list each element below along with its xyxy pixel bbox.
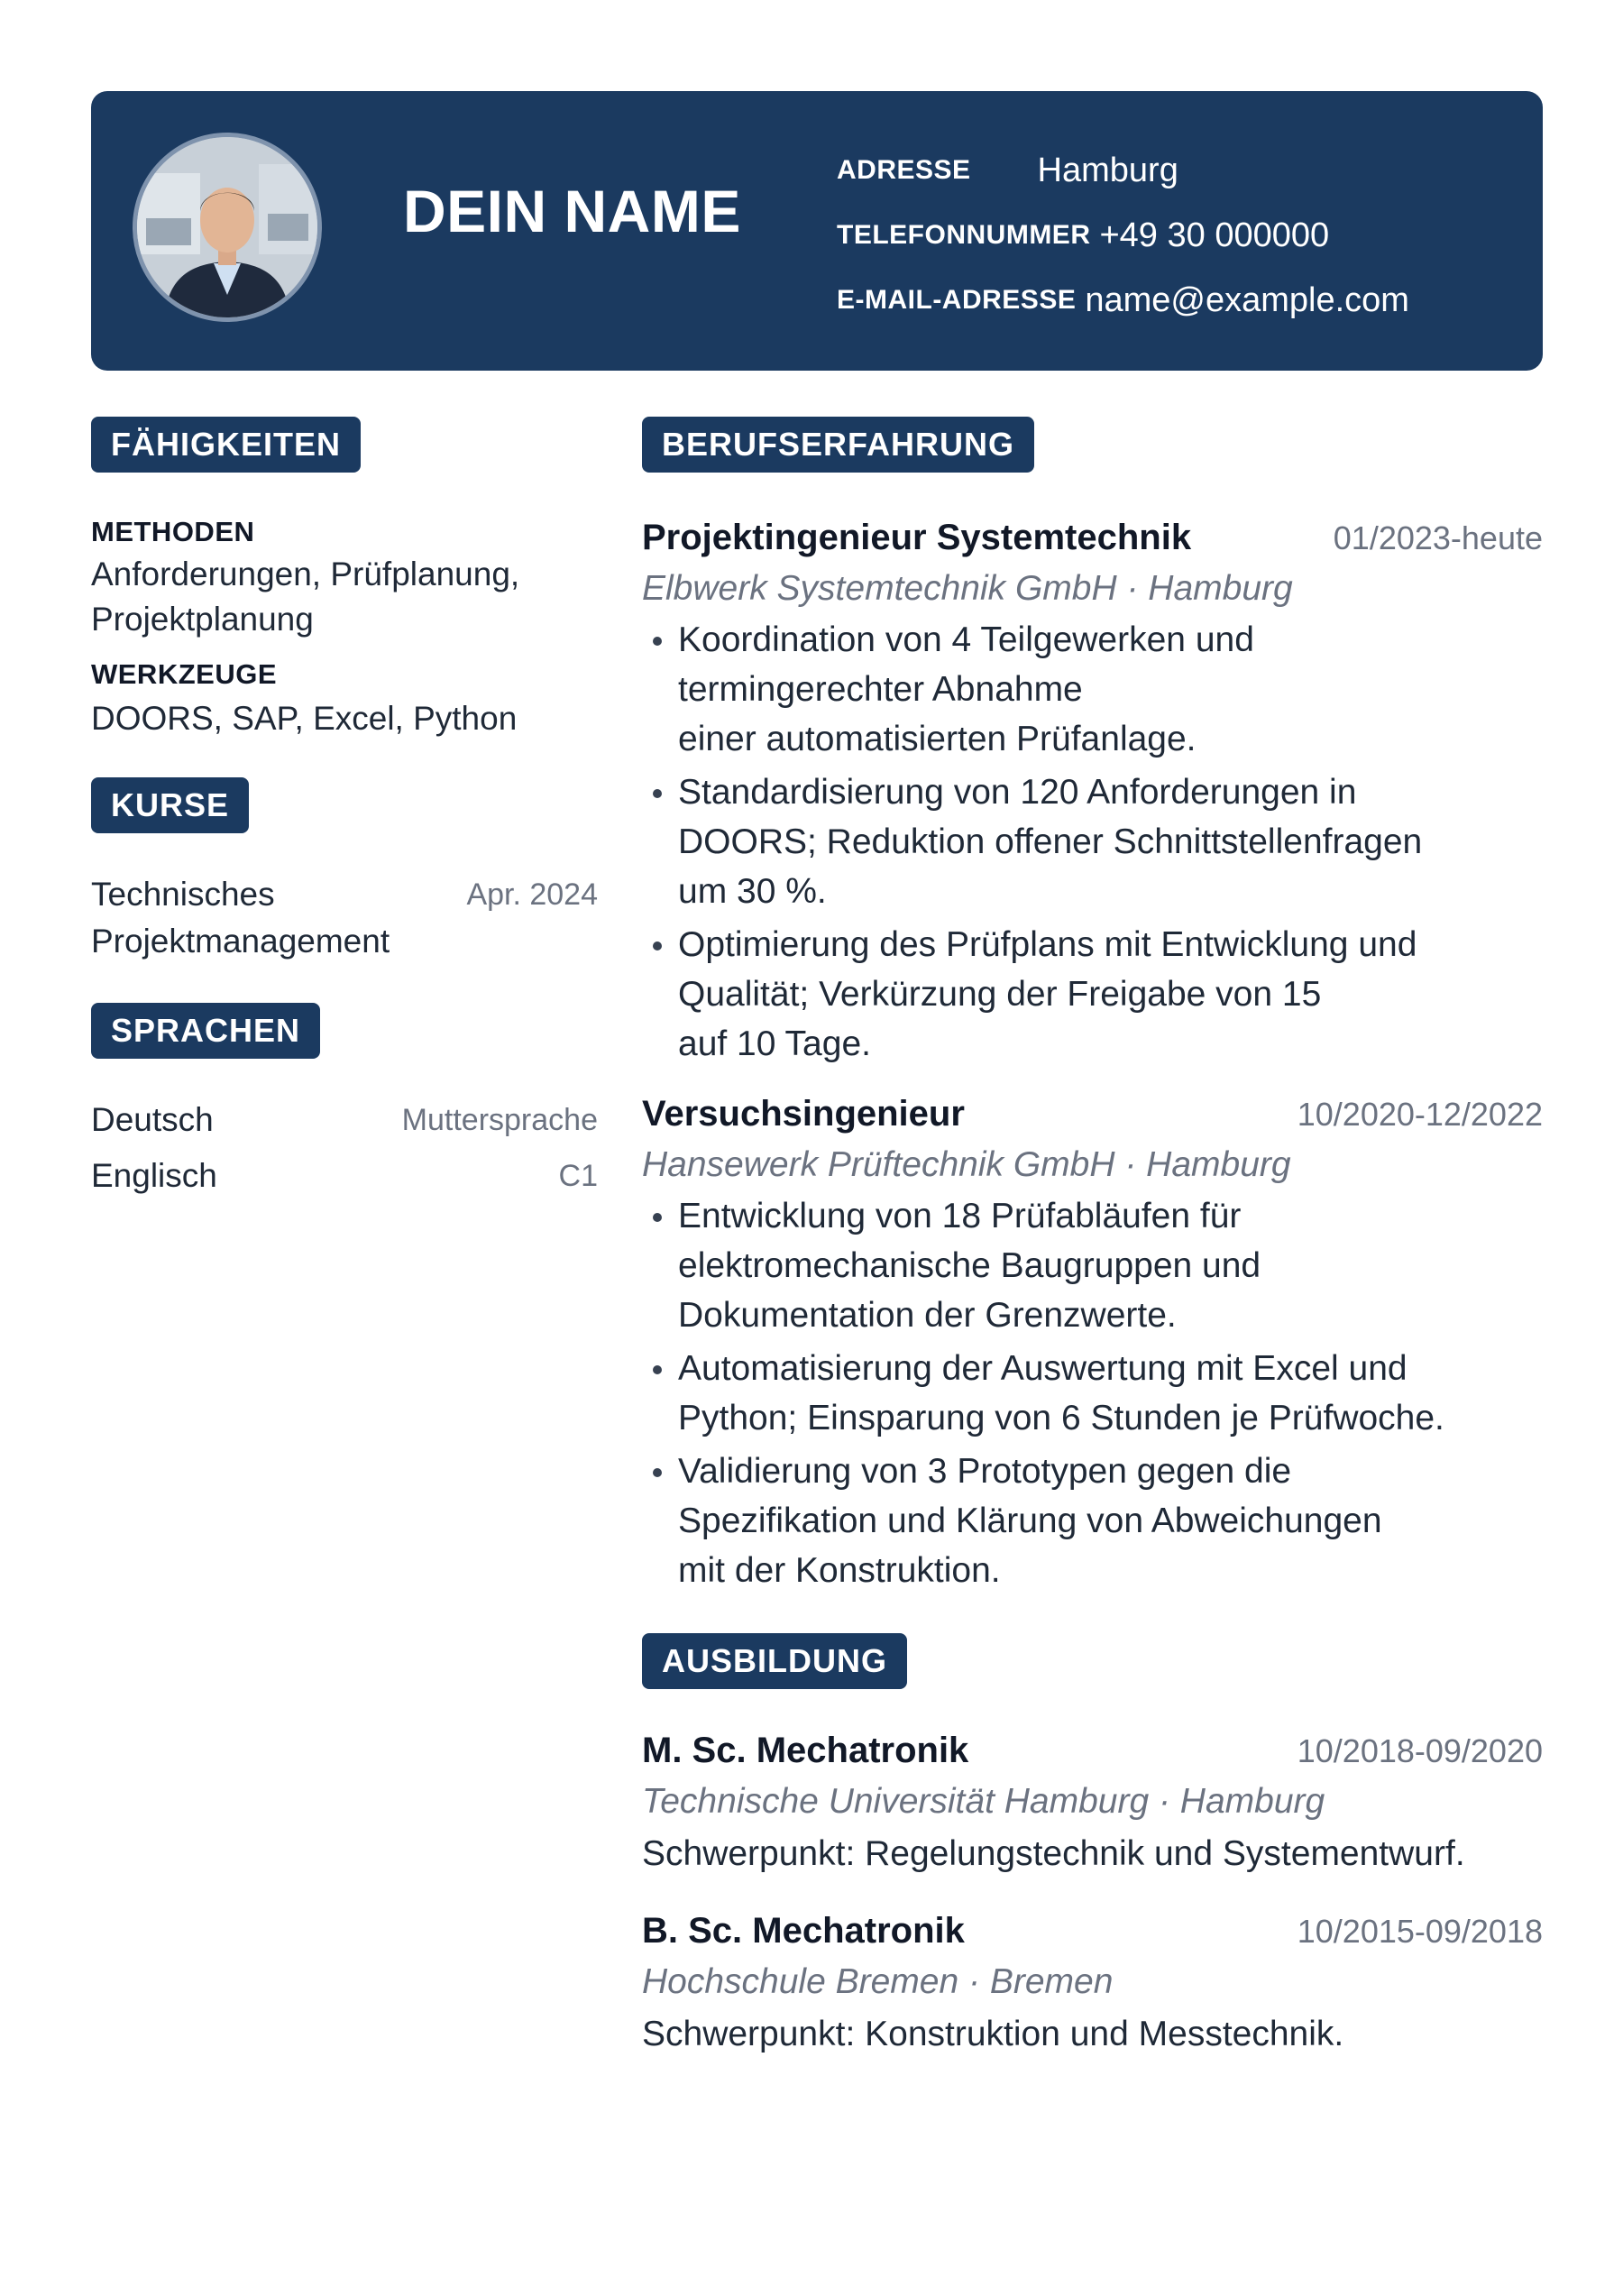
job-title: Versuchsingenieur <box>642 1094 965 1134</box>
job-date: 10/2020-12/2022 <box>1297 1096 1543 1133</box>
bullet-line: Standardisierung von 120 Anforderungen in <box>678 773 1357 812</box>
skill-group <box>91 657 598 741</box>
institution: Hochschule Bremen · Bremen <box>642 1962 1114 2001</box>
job-bullet <box>642 920 1543 1069</box>
language-item <box>91 1097 598 1153</box>
job-bullet <box>642 767 1543 916</box>
bullet-line: einer automatisierten Prüfanlage. <box>678 720 1197 758</box>
bullet-line: Validierung von 3 Prototypen gegen die <box>678 1452 1292 1491</box>
skill-group-label: WERKZEUGE <box>91 658 277 690</box>
skill-group-label: METHODEN <box>91 516 255 547</box>
job-bullet <box>642 1344 1543 1443</box>
education-focus: Schwerpunkt: Regelungstechnik und Systementwurf. <box>642 1834 1465 1873</box>
language-name: Englisch <box>91 1157 217 1194</box>
bullet-line: mit der Konstruktion. <box>678 1551 1001 1590</box>
job-bullet <box>642 1191 1543 1340</box>
skill-group-text <box>91 696 598 741</box>
contact-value: +49 30 000000 <box>1099 216 1330 254</box>
language-level: Muttersprache <box>401 1103 598 1137</box>
language-list <box>91 1097 598 1199</box>
language-level: C1 <box>558 1159 598 1193</box>
skill-line: Anforderungen, Prüfplanung, <box>91 556 520 592</box>
bullet-line: auf 10 Tage. <box>678 1024 871 1063</box>
contact-label: ADRESSE <box>837 155 971 185</box>
resume-header <box>91 91 1543 371</box>
contact-value: name@example.com <box>1085 280 1409 319</box>
left-column <box>91 417 598 1199</box>
bullet-line: Optimierung des Prüfplans mit Entwicklung und <box>678 925 1417 964</box>
language-name: Deutsch <box>91 1101 214 1138</box>
bullet-line: Python; Einsparung von 6 Stunden je Prüfwoche. <box>678 1399 1444 1437</box>
contact-label: E-MAIL-ADRESSE <box>837 285 1077 315</box>
contact-label: TELEFONNUMMER <box>837 220 1091 250</box>
job-company: Hansewerk Prüftechnik GmbH · Hamburg <box>642 1145 1291 1184</box>
contact-phone <box>837 203 1409 268</box>
section-title-experience: BERUFSERFAHRUNG <box>642 417 1034 473</box>
bullet-line: Qualität; Verkürzung der Freigabe von 15 <box>678 975 1322 1014</box>
job-bullet <box>642 615 1543 764</box>
skill-group <box>91 514 598 642</box>
section-title-courses: KURSE <box>91 777 249 833</box>
course-date: Apr. 2024 <box>466 877 598 912</box>
course-name-line: Technisches <box>91 876 275 913</box>
education-entry <box>642 1906 1543 2061</box>
bullet-line: Automatisierung der Auswertung mit Excel und <box>678 1349 1408 1388</box>
right-column <box>642 417 1543 2061</box>
candidate-name: DEIN NAME <box>403 178 741 244</box>
skill-line: DOORS, SAP, Excel, Python <box>91 700 518 737</box>
skill-line: Projektplanung <box>91 601 314 638</box>
job-entry <box>642 512 1543 1069</box>
course-name-line: Projektmanagement <box>91 923 390 960</box>
job-title: Projektingenieur Systemtechnik <box>642 518 1192 557</box>
job-header <box>642 1088 1543 1139</box>
section-title-skills: FÄHIGKEITEN <box>91 417 361 473</box>
education-date: 10/2018-09/2020 <box>1297 1732 1543 1769</box>
degree-title: B. Sc. Mechatronik <box>642 1911 965 1951</box>
skill-group-text <box>91 552 598 642</box>
job-bullets <box>642 1191 1543 1595</box>
section-title-education: AUSBILDUNG <box>642 1633 907 1689</box>
education-date: 10/2015-09/2018 <box>1297 1913 1543 1950</box>
bullet-line: DOORS; Reduktion offener Schnittstellenfragen <box>678 822 1423 861</box>
contact-info <box>837 138 1409 333</box>
bullet-line: elektromechanische Baugruppen und <box>678 1246 1261 1285</box>
bullet-line: Spezifikation und Klärung von Abweichungen <box>678 1502 1382 1540</box>
profile-photo <box>133 133 322 322</box>
education-entry <box>642 1725 1543 1880</box>
institution: Technische Universität Hamburg · Hamburg <box>642 1782 1325 1821</box>
section-title-languages: SPRACHEN <box>91 1003 320 1059</box>
education-header <box>642 1725 1543 1776</box>
contact-value: Hamburg <box>1037 151 1178 189</box>
bullet-line: Dokumentation der Grenzwerte. <box>678 1296 1177 1335</box>
language-item <box>91 1153 598 1199</box>
degree-title: M. Sc. Mechatronik <box>642 1731 969 1770</box>
contact-email <box>837 268 1409 333</box>
job-bullet <box>642 1446 1543 1595</box>
job-company: Elbwerk Systemtechnik GmbH · Hamburg <box>642 569 1293 608</box>
education-focus: Schwerpunkt: Konstruktion und Messtechnik. <box>642 2015 1344 2053</box>
person-avatar-icon <box>137 137 317 317</box>
job-entry <box>642 1088 1543 1595</box>
job-date: 01/2023-heute <box>1333 519 1543 556</box>
course-name <box>91 871 390 965</box>
contact-address <box>837 138 1409 203</box>
bullet-line: Entwicklung von 18 Prüfabläufen für <box>678 1197 1242 1235</box>
bullet-line: um 30 %. <box>678 872 827 911</box>
bullet-line: termingerechter Abnahme <box>678 670 1083 709</box>
education-header <box>642 1906 1543 1956</box>
course-item <box>91 871 598 965</box>
bullet-line: Koordination von 4 Teilgewerken und <box>678 620 1254 659</box>
job-header <box>642 512 1543 563</box>
job-bullets <box>642 615 1543 1069</box>
